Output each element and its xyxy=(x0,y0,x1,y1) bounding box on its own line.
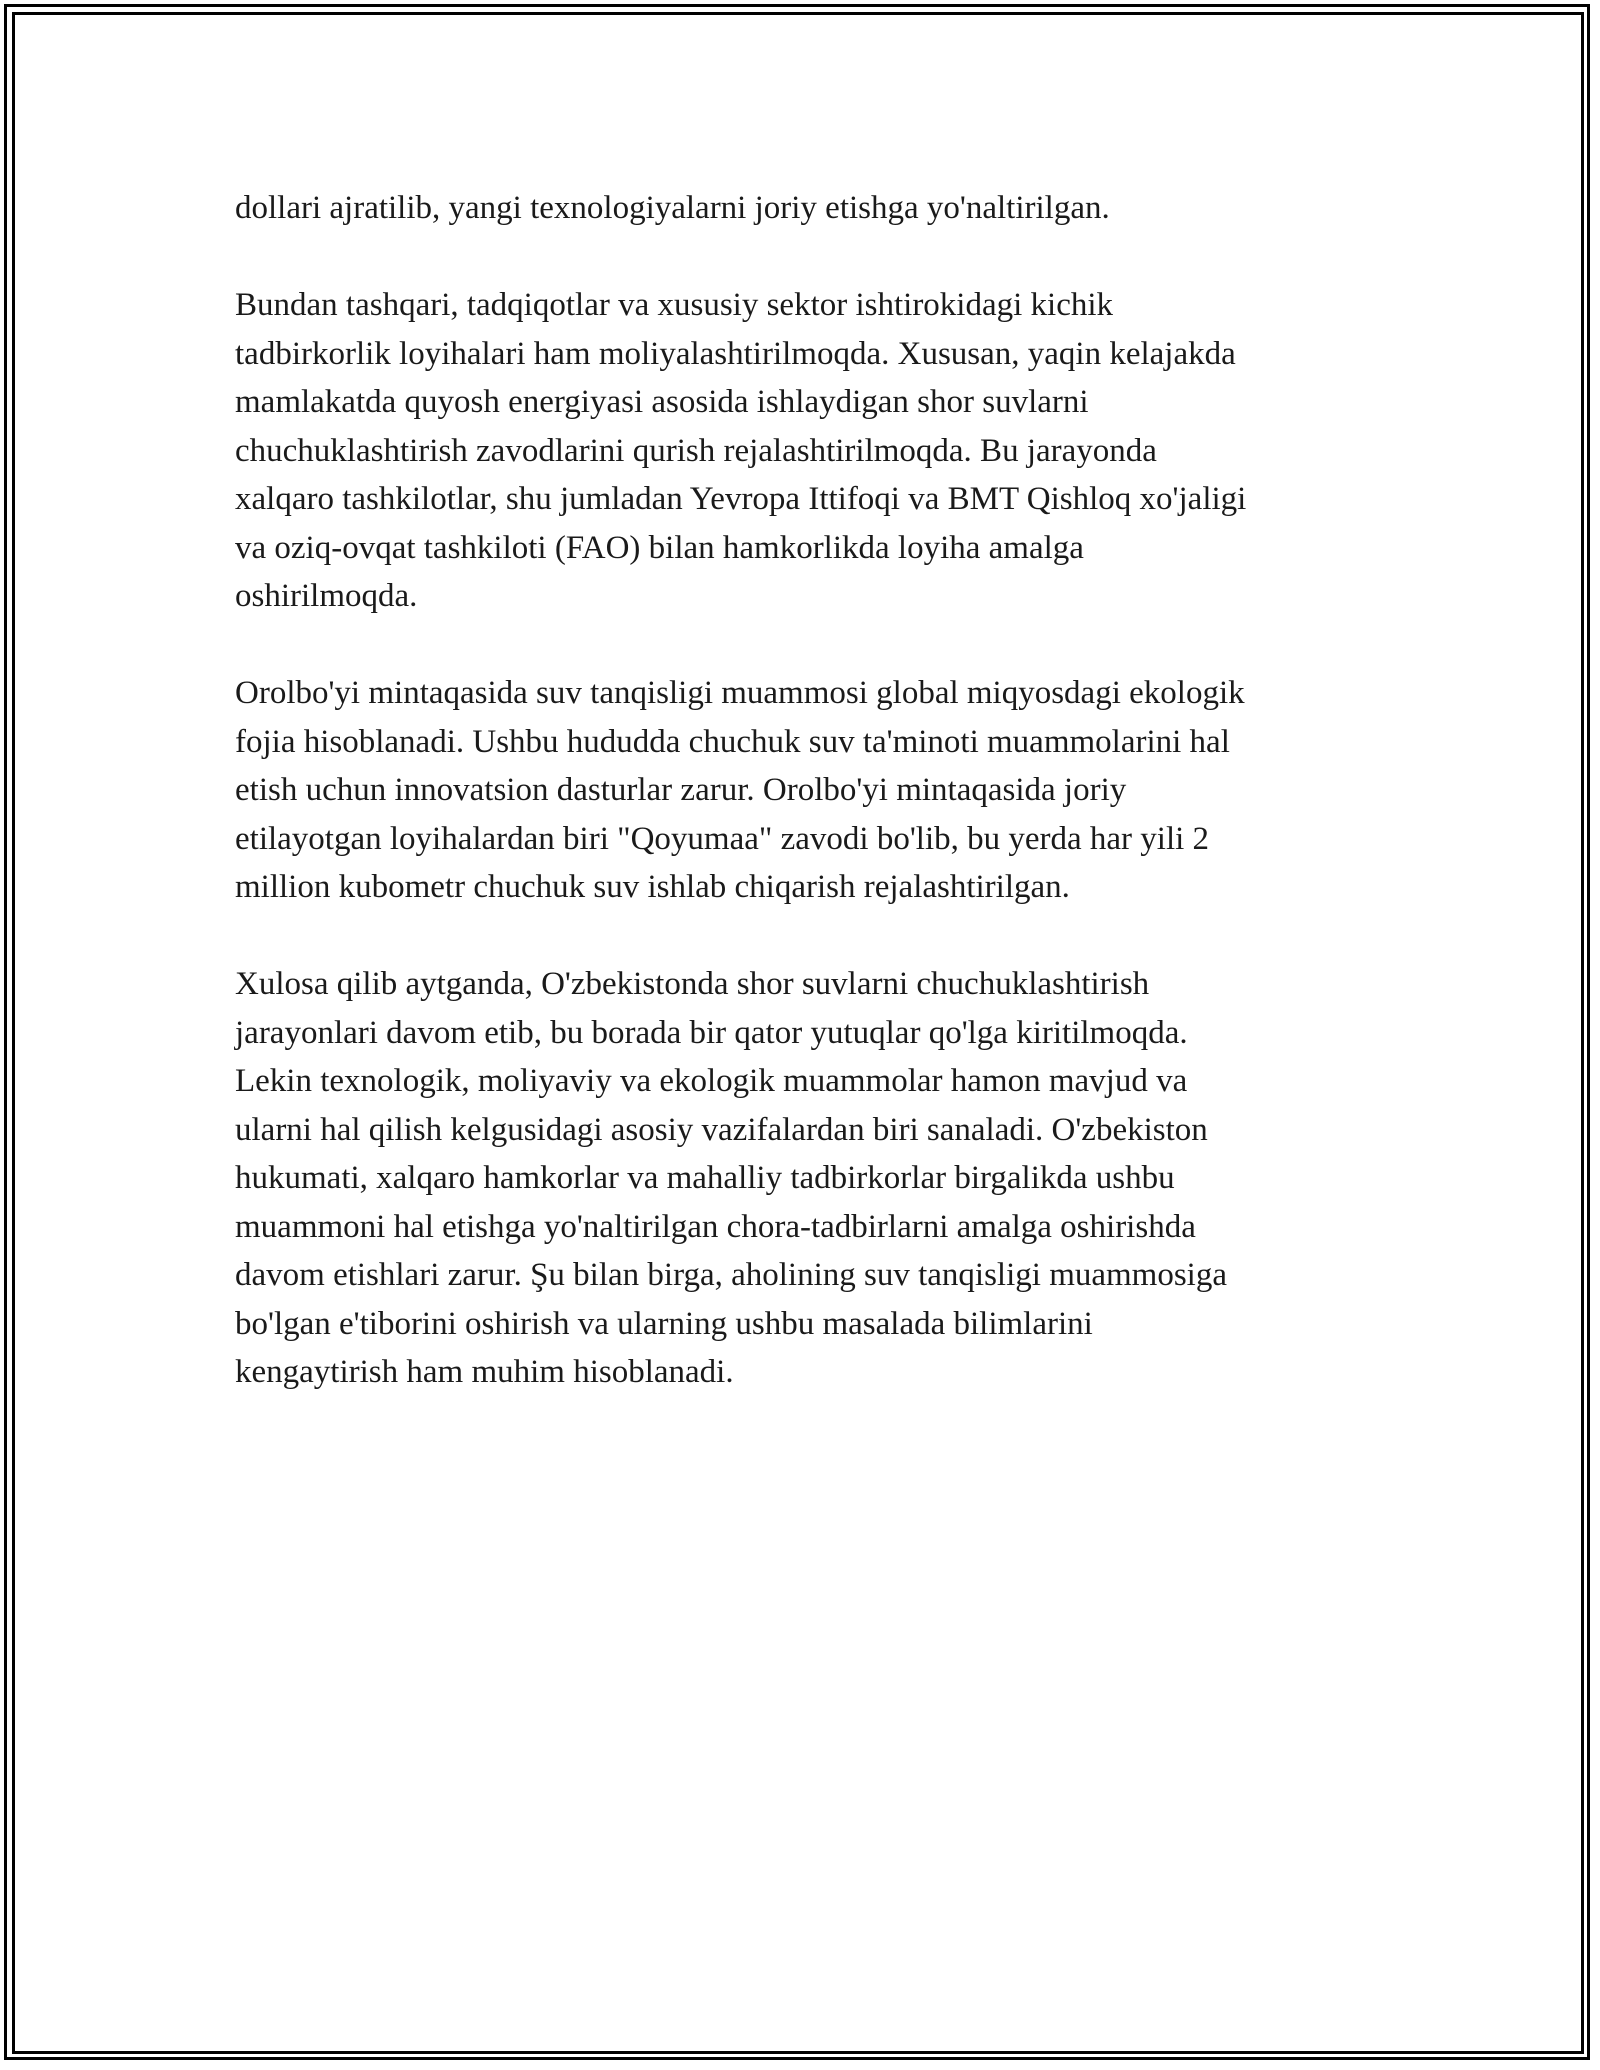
text-line: bo'lgan e'tiborini oshirish va ularning ushbu masalada bilimlarini xyxy=(235,1305,1093,1342)
text-line: million kubometr chuchuk suv ishlab chiqarish rejalashtirilgan. xyxy=(235,869,1070,905)
text-line: Lekin texnologik, moliyaviy va ekologik muammolar hamon mavjud va xyxy=(235,1063,1188,1099)
text-line: kengaytirish ham muhim hisoblanadi. xyxy=(235,1354,734,1390)
text-line: mamlakatda quyosh energiyasi asosida ishlaydigan shor suvlarni xyxy=(235,384,1089,420)
document-body xyxy=(235,184,1375,1445)
text-line: Bundan tashqari, tadqiqotlar va xususiy sektor ishtirokidagi kichik xyxy=(235,287,1114,323)
paragraph-1 xyxy=(235,184,1375,233)
text-line: muammoni hal etishga yo'naltirilgan chora-tadbirlarni amalga oshirishda xyxy=(235,1208,1196,1245)
text-line: hukumati, xalqaro hamkorlar va mahalliy tadbirkorlar birgalikda ushbu xyxy=(235,1160,1175,1196)
text-line: etilayotgan loyihalardan biri "Qoyumaa" zavodi bo'lib, bu yerda har yili 2 xyxy=(235,820,1210,857)
paragraph-4 xyxy=(235,960,1375,1397)
text-line: Xulosa qilib aytganda, O'zbekistonda shor suvlarni chuchuklashtirish xyxy=(235,966,1150,1002)
text-line: xalqaro tashkilotlar, shu jumladan Yevropa Ittifoqi va BMT Qishloq xo'jaligi xyxy=(235,481,1247,517)
text-line: etish uchun innovatsion dasturlar zarur. Orolbo'yi mintaqasida joriy xyxy=(235,772,1127,808)
text-line: dollari ajratilib, yangi texnologiyalarni joriy etishga yo'naltirilgan. xyxy=(235,190,1110,226)
text-line: ularni hal qilish kelgusidagi asosiy vazifalardan biri sanaladi. O'zbekiston xyxy=(235,1111,1208,1148)
text-line: va oziq-ovqat tashkiloti (FAO) bilan hamkorlikda loyiha amalga xyxy=(235,529,1084,566)
paragraph-3 xyxy=(235,669,1375,912)
text-line: fojia hisoblanadi. Ushbu hududda chuchuk suv ta'minoti muammolarini hal xyxy=(235,723,1230,760)
paragraph-2 xyxy=(235,281,1375,621)
text-line: davom etishlari zarur. Şu bilan birga, aholining suv tanqisligi muammosiga xyxy=(235,1257,1227,1293)
text-line: Orolbo'yi mintaqasida suv tanqisligi muammosi global miqyosdagi ekologik xyxy=(235,675,1245,711)
text-line: oshirilmoqda. xyxy=(235,578,418,614)
text-line: tadbirkorlik loyihalari ham moliyalashtirilmoqda. Xususan, yaqin kelajakda xyxy=(235,335,1236,372)
text-line: jarayonlari davom etib, bu borada bir qator yutuqlar qo'lga kiritilmoqda. xyxy=(235,1014,1188,1051)
text-line: chuchuklashtirish zavodlarini qurish rejalashtirilmoqda. Bu jarayonda xyxy=(235,432,1157,469)
